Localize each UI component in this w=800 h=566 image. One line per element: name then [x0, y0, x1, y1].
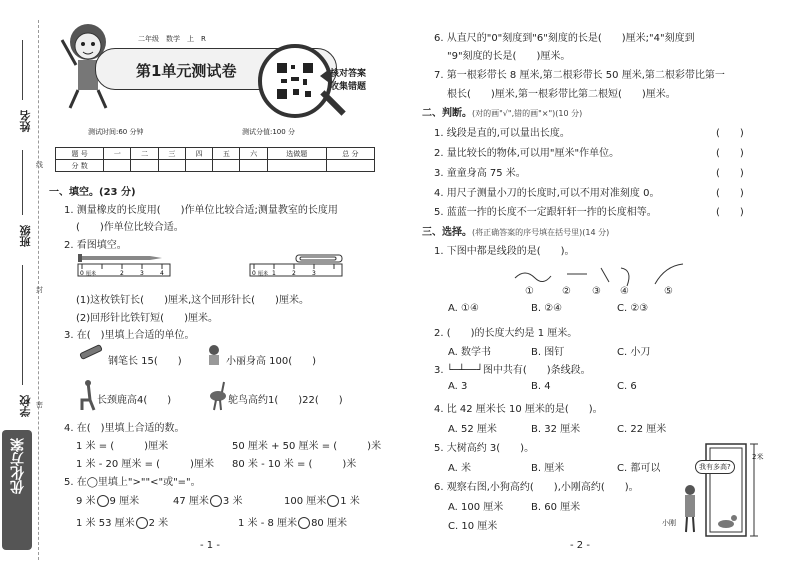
c1-label-1: ① — [525, 286, 534, 297]
q4-r1c2: 50 厘米 + 50 厘米 = ( )米 — [232, 441, 382, 452]
c5-text: 5. 大树高约 3( )。 — [434, 443, 535, 454]
arrow-icon — [320, 70, 328, 82]
q5-item-4: 1 米 53 厘米 2 米 — [76, 518, 169, 529]
q7-line-a: 7. 第一根彩带长 8 厘米,第二根彩带长 50 厘米,第二根彩带比第一 — [434, 70, 725, 81]
q2-1-text: (1)这枚铁钉长( )厘米,这个回形针长( )厘米。 — [76, 295, 309, 306]
q7-line-b: 根长( )厘米,第一根彩带比第二根短( )厘米。 — [447, 89, 676, 100]
svg-text:1: 1 — [272, 270, 276, 277]
judge-answer-2[interactable]: ( ) — [716, 148, 744, 159]
svg-text:厘米: 厘米 — [258, 271, 269, 277]
c6-opt-a[interactable]: A. 100 厘米 — [448, 502, 504, 513]
compare-circle[interactable] — [210, 495, 222, 507]
c1-opt-c[interactable]: C. ②③ — [617, 303, 649, 314]
section-3-heading: 三、选择。 — [422, 227, 472, 238]
q5-item-5: 1 米 - 8 厘米 80 厘米 — [238, 518, 347, 529]
subject-line: 二年级 数学 上 R — [138, 35, 206, 43]
q5-text: 5. 在◯里填上">""<"或"="。 — [64, 477, 201, 488]
section-3-note: (将正确答案的序号填在括号里)(14 分) — [472, 228, 610, 237]
score-header-cell: 六 — [240, 148, 267, 160]
svg-text:3: 3 — [312, 270, 316, 277]
c6-opt-c[interactable]: C. 10 厘米 — [448, 521, 498, 532]
q3-li: 小丽身高 100( ) — [226, 356, 317, 367]
qr-code-icon[interactable] — [275, 61, 315, 101]
q6-line-b: "9"刻度的长是( )厘米。 — [447, 51, 571, 62]
compare-circle[interactable] — [136, 517, 148, 529]
svg-text:厘米: 厘米 — [86, 271, 97, 277]
judge-1: 1. 线段是直的,可以量出长度。 — [434, 128, 570, 139]
test-score: 测试分值:100 分 — [242, 128, 295, 136]
c4-opt-c[interactable]: C. 22 厘米 — [617, 424, 667, 435]
c1-label-4: ④ — [620, 286, 629, 297]
score-cell[interactable] — [326, 160, 374, 172]
qr-text-1: 核对答案 — [330, 69, 367, 79]
q3-pen: 钢笔长 15( ) — [108, 356, 182, 367]
svg-text:4: 4 — [160, 270, 164, 277]
score-header-cell: 总 分 — [326, 148, 374, 160]
judge-answer-1[interactable]: ( ) — [716, 128, 744, 139]
score-cell[interactable] — [213, 160, 240, 172]
score-cell[interactable] — [131, 160, 158, 172]
c5-opt-a[interactable]: A. 米 — [448, 463, 472, 474]
c2-opt-c[interactable]: C. 小刀 — [617, 347, 651, 358]
compare-circle[interactable] — [327, 495, 339, 507]
q3-giraffe: 长颈鹿高4( ) — [97, 395, 172, 406]
svg-text:2: 2 — [120, 270, 124, 277]
score-header-cell: 题 号 — [56, 148, 104, 160]
q4-r1c1: 1 米 = ( )厘米 — [76, 441, 169, 452]
c1-opt-b[interactable]: B. ②④ — [531, 303, 563, 314]
c3-opt-b[interactable]: B. 4 — [531, 381, 551, 392]
judge-5: 5. 蓝蓝一拃的长度不一定跟轩轩一拃的长度相等。 — [434, 207, 657, 218]
seal-word-1: 线 — [36, 161, 43, 169]
judge-answer-4[interactable]: ( ) — [716, 188, 744, 199]
c1-opt-a[interactable]: A. ①④ — [448, 303, 479, 314]
judge-answer-5[interactable]: ( ) — [716, 207, 744, 218]
school-line — [22, 265, 24, 385]
score-header-cell: 三 — [158, 148, 185, 160]
height-label: 2米 — [752, 453, 764, 461]
c2-opt-b[interactable]: B. 图钉 — [531, 347, 565, 358]
compare-circle[interactable] — [298, 517, 310, 529]
section-2-note: (对的画"√",错的画"×")(10 分) — [472, 109, 583, 118]
boy-name: 小刚 — [662, 519, 676, 527]
score-header-cell: 二 — [131, 148, 158, 160]
giraffe-icon — [76, 380, 98, 415]
section-2-heading: 二、判断。 — [422, 108, 472, 119]
name-label: 姓名 — [19, 110, 32, 132]
c6-opt-b[interactable]: B. 60 厘米 — [531, 502, 581, 513]
seal-word-3: 密 — [36, 401, 43, 409]
judge-4: 4. 用尺子测量小刀的长度时,可以不用对准刻度 0。 — [434, 188, 660, 199]
q5-item-3: 100 厘米 1 米 — [284, 496, 360, 507]
score-cell[interactable] — [240, 160, 267, 172]
score-header-cell: 选做题 — [267, 148, 326, 160]
score-cell[interactable] — [104, 160, 131, 172]
girl-icon — [204, 344, 224, 369]
svg-text:0: 0 — [252, 270, 256, 277]
seal-word-2: 封 — [36, 286, 43, 294]
page-number-right: - 2 - — [570, 540, 590, 551]
brand-logo — [2, 430, 32, 550]
q3-ostrich: 鸵鸟高约1( )22( ) — [228, 395, 343, 406]
c4-opt-b[interactable]: B. 32 厘米 — [531, 424, 581, 435]
score-cell[interactable] — [185, 160, 212, 172]
q4-r2c1: 1 米 - 20 厘米 = ( )厘米 — [76, 459, 214, 470]
page-title: 第1单元测试卷 — [136, 62, 237, 80]
school-label: 学校 — [19, 395, 32, 417]
c1-label-2: ② — [562, 286, 571, 297]
svg-text:3: 3 — [140, 270, 144, 277]
c3-opt-a[interactable]: A. 3 — [448, 381, 468, 392]
section-1-heading: 一、填空。(23 分) — [49, 187, 136, 198]
q3-text: 3. 在( )里填上合适的单位。 — [64, 330, 195, 341]
score-header-cell: 一 — [104, 148, 131, 160]
ruler-nail-figure — [76, 252, 176, 282]
c1-text: 1. 下图中都是线段的是( )。 — [434, 246, 575, 257]
c2-opt-a[interactable]: A. 数学书 — [448, 347, 492, 358]
c2-text: 2. ( )的长度大约是 1 厘米。 — [434, 328, 578, 339]
c4-text: 4. 比 42 厘米长 10 厘米的是( )。 — [434, 404, 603, 415]
q5-item-2: 47 厘米 3 米 — [173, 496, 243, 507]
name-line — [22, 40, 24, 100]
page-number-left: - 1 - — [200, 540, 220, 551]
svg-text:2: 2 — [292, 270, 296, 277]
ruler-paperclip-figure — [248, 252, 348, 282]
c5-opt-c[interactable]: C. 都可以 — [617, 463, 661, 474]
test-time: 测试时间:60 分钟 — [88, 128, 144, 136]
q5-item-1: 9 米 9 厘米 — [76, 496, 140, 507]
judge-2: 2. 量比较长的物体,可以用"厘米"作单位。 — [434, 148, 620, 159]
c5-opt-b[interactable]: B. 厘米 — [531, 463, 565, 474]
judge-3: 3. 童童身高 75 米。 — [434, 168, 526, 179]
compare-circle[interactable] — [97, 495, 109, 507]
brand-text: 优化方案 — [10, 438, 26, 494]
pen-icon — [76, 343, 106, 364]
score-header-cell: 五 — [213, 148, 240, 160]
c3-text: 3. └─┴──┘图中共有( )条线段。 — [434, 365, 591, 376]
q2-text: 2. 看图填空。 — [64, 240, 127, 251]
q4-r2c2: 80 米 - 10 米 = ( )米 — [232, 459, 357, 470]
qr-text-2: 收集错题 — [330, 82, 367, 92]
q4-text: 4. 在( )里填上合适的数。 — [64, 423, 185, 434]
score-row-label: 分 数 — [56, 160, 104, 172]
svg-text:0: 0 — [80, 270, 84, 277]
q6-line-a: 6. 从直尺的"0"刻度到"6"刻度的长是( )厘米;"4"刻度到 — [434, 33, 695, 44]
speech-bubble: 我有多高? — [695, 460, 735, 474]
q1-line-a: 1. 测量橡皮的长度用( )作单位比较合适;测量教室的长度用 — [64, 205, 338, 216]
class-label: 班级 — [19, 225, 32, 247]
c6-text: 6. 观察右图,小狗高约( ),小刚高约( )。 — [434, 482, 639, 493]
score-table — [55, 147, 375, 172]
score-cell[interactable] — [267, 160, 326, 172]
c3-opt-c[interactable]: C. 6 — [617, 381, 637, 392]
c1-label-5: ⑤ — [664, 286, 673, 297]
score-cell[interactable] — [158, 160, 185, 172]
q2-2-text: (2)回形针比铁钉短( )厘米。 — [76, 313, 218, 324]
judge-answer-3[interactable]: ( ) — [716, 168, 744, 179]
c1-label-3: ③ — [592, 286, 601, 297]
c4-opt-a[interactable]: A. 52 厘米 — [448, 424, 497, 435]
ostrich-icon — [206, 380, 228, 415]
q1-line-b: ( )作单位比较合适。 — [76, 222, 184, 233]
score-header-cell: 四 — [185, 148, 212, 160]
class-line — [22, 150, 24, 215]
